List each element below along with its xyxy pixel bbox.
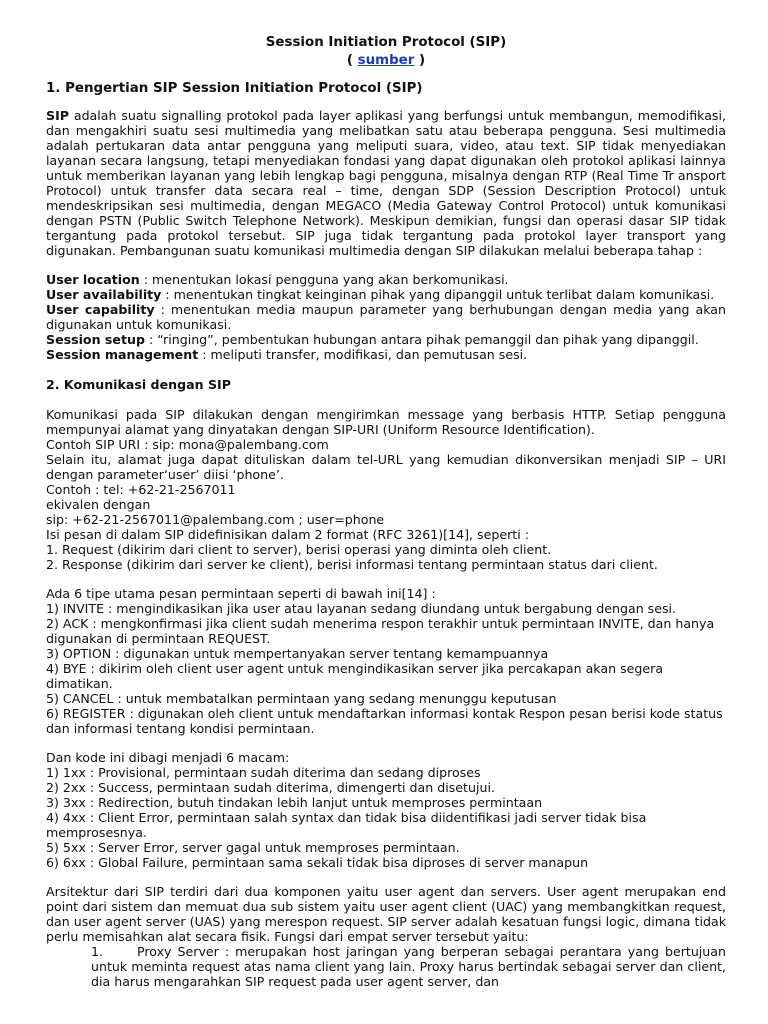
stage-desc: : meliputi transfer, modifikasi, dan pemutusan sesi. <box>198 347 528 362</box>
proxy-text: Proxy Server : merupakan host jaringan yang berperan sebagai perantara yang bertujuan untuk meminta request atas nama client yang lain. Proxy harus bertindak sebagai server dan client, dia harus mengarahkan SIP request pada user agent server, dan <box>91 944 726 989</box>
stage-item <box>46 332 726 347</box>
section-1-paragraph <box>46 108 726 258</box>
stage-term: Session management <box>46 347 199 362</box>
method-item: 1) INVITE : mengindikasikan jika user atau layanan sedang diundang untuk bergabung dengan sesi. <box>46 601 677 616</box>
stage-term: Session setup <box>46 332 145 347</box>
sip-definition: adalah suatu signalling protokol pada layer aplikasi yang berfungsi untuk membangun, memodifikasi, dan mengakhiri suatu sesi multimedia yang melibatkan satu atau beberapa pengguna. Sesi multimedia adalah pertukaran data antar pengguna yang meliputi suara, video, atau text. SIP tidak menyediakan layanan secara langsung, tetapi menyediakan fondasi yang dapat digunakan oleh protokol aplikasi lainnya untuk memberikan layanan yang lebih lengkap bagi pengguna, misalnya dengan RTP (Real Time Tr ansport Protocol) untuk transfer data secara real – time, dengan SDP (Session Description Protocol) untuk mendeskripsikan sesi multimedia, dengan MEGACO (Media Gateway Control Protocol) untuk komunikasi dengan PSTN (Public Switch Telephone Network). Meskipun demikian, fungsi dan operasi dasar SIP tidak tergantung pada protokol tersebut. SIP juga tidak tergantung pada protokol layer transport yang digunakan. Pembangunan suatu komunikasi multimedia dengan SIP dilakukan melalui beberapa tahap : <box>46 108 726 258</box>
section-1-title: . Pengertian SIP Session Initiation Protocol (SIP) <box>55 81 423 96</box>
source-close-paren: ) <box>414 53 426 68</box>
code-item: 1) 1xx : Provisional, permintaan sudah diterima dan sedang diproses <box>46 765 481 780</box>
stage-item <box>46 302 726 332</box>
method-item: 6) REGISTER : digunakan oleh client untuk mendaftarkan informasi kontak Respon pesan berisi kode status dan informasi tentang kondisi permintaan. <box>46 706 723 736</box>
stage-term: User capability <box>46 302 155 317</box>
sip-term: SIP <box>46 108 69 123</box>
stage-item <box>46 347 726 362</box>
text-line: Selain itu, alamat juga dapat dituliskan dalam tel-URL yang kemudian dikonversikan menjadi SIP – URI dengan parameter‘user’ diisi ‘phone’. <box>46 452 726 482</box>
document-title <box>46 34 726 70</box>
stage-desc: : menentukan tingkat keinginan pihak yang dipanggil untuk terlibat dalam komunikasi. <box>161 287 715 302</box>
method-item: 4) BYE : dikirim oleh client user agent untuk mengindikasikan server jika percakapan akan segera dimatikan. <box>46 661 664 691</box>
text-line: 2. Response (dikirim dari server ke client), berisi informasi tentang permintaan status dari client. <box>46 557 658 572</box>
stage-desc: : menentukan media maupun parameter yang berhubungan dengan media yang akan digunakan untuk komunikasi. <box>46 302 727 332</box>
text-line: Isi pesan di dalam SIP didefinisikan dalam 2 format (RFC 3261)[14], seperti : <box>46 527 529 542</box>
source-link[interactable]: sumber <box>357 53 415 68</box>
stage-term: User location <box>46 272 140 287</box>
codes-intro: Dan kode ini dibagi menjadi 6 macam: <box>46 750 290 765</box>
code-item: 5) 5xx : Server Error, server gagal untuk memproses permintaan. <box>46 840 460 855</box>
section-1-number: 1 <box>46 81 56 96</box>
section-2-heading: 2. Komunikasi dengan SIP <box>46 377 231 392</box>
stage-list <box>46 272 726 362</box>
stage-term: User availability <box>46 287 162 302</box>
section-2-intro: Komunikasi pada SIP dilakukan dengan mengirimkan message yang berbasis HTTP. Setiap pengguna mempunyai alamat yang dinyatakan dengan SIP-URI (Uniform Resource Identification). <box>46 407 726 437</box>
code-item: 4) 4xx : Client Error, permintaan salah syntax dan tidak bisa diidentifikasi jadi server tidak bisa memprosesnya. <box>46 810 647 840</box>
code-item: 2) 2xx : Success, permintaan sudah diterima, dimengerti dan disetujui. <box>46 780 495 795</box>
source-line <box>46 52 726 70</box>
code-item: 6) 6xx : Global Failure, permintaan sama sekali tidak bisa diproses di server manapun <box>46 855 589 870</box>
text-line: 1. Request (dikirim dari client to server), berisi operasi yang diminta oleh client. <box>46 542 552 557</box>
title-line: Session Initiation Protocol (SIP) <box>265 35 507 50</box>
stage-desc: : menentukan lokasi pengguna yang akan berkomunikasi. <box>139 272 509 287</box>
architecture-paragraph: Arsitektur dari SIP terdiri dari dua komponen yaitu user agent dan servers. User agent merupakan end point dari sistem dan memuat dua sub sistem yaitu user agent client (UAC) yang membangkitkan request, dan user agent server (UAS) yang merespon request. SIP server adalah kesatuan fungsi logic, dimana tidak perlu memisahkan alat secara fisik. Fungsi dari empat server tersebut yaitu: <box>46 884 726 944</box>
stage-item <box>46 272 726 287</box>
code-item: 3) 3xx : Redirection, butuh tindakan lebih lanjut untuk memproses permintaan <box>46 795 543 810</box>
method-item: 3) OPTION : digunakan untuk mempertanyakan server tentang kemampuannya <box>46 646 549 661</box>
method-item: 2) ACK : mengkonfirmasi jika client sudah menerima respon terakhir untuk permintaan INVITE, dan hanya digunakan di permintaan REQUEST. <box>46 616 715 646</box>
proxy-number: 1. <box>91 944 104 959</box>
document <box>46 34 726 989</box>
stage-item <box>46 287 726 302</box>
stage-desc: : “ringing”, pembentukan hubungan antara pihak pemanggil dan pihak yang dipanggil. <box>144 332 699 347</box>
text-line: sip: +62-21-2567011@palembang.com ; user=phone <box>46 512 385 527</box>
source-open-paren: ( <box>346 53 358 68</box>
text-line: ekivalen dengan <box>46 497 151 512</box>
section-1-heading <box>46 80 726 98</box>
method-item: 5) CANCEL : untuk membatalkan permintaan yang sedang menunggu keputusan <box>46 691 557 706</box>
proxy-server-item <box>91 944 726 989</box>
text-line: Contoh SIP URI : sip: mona@palembang.com <box>46 437 329 452</box>
methods-intro: Ada 6 tipe utama pesan permintaan seperti di bawah ini[14] : <box>46 586 436 601</box>
text-line: Contoh : tel: +62-21-2567011 <box>46 482 236 497</box>
